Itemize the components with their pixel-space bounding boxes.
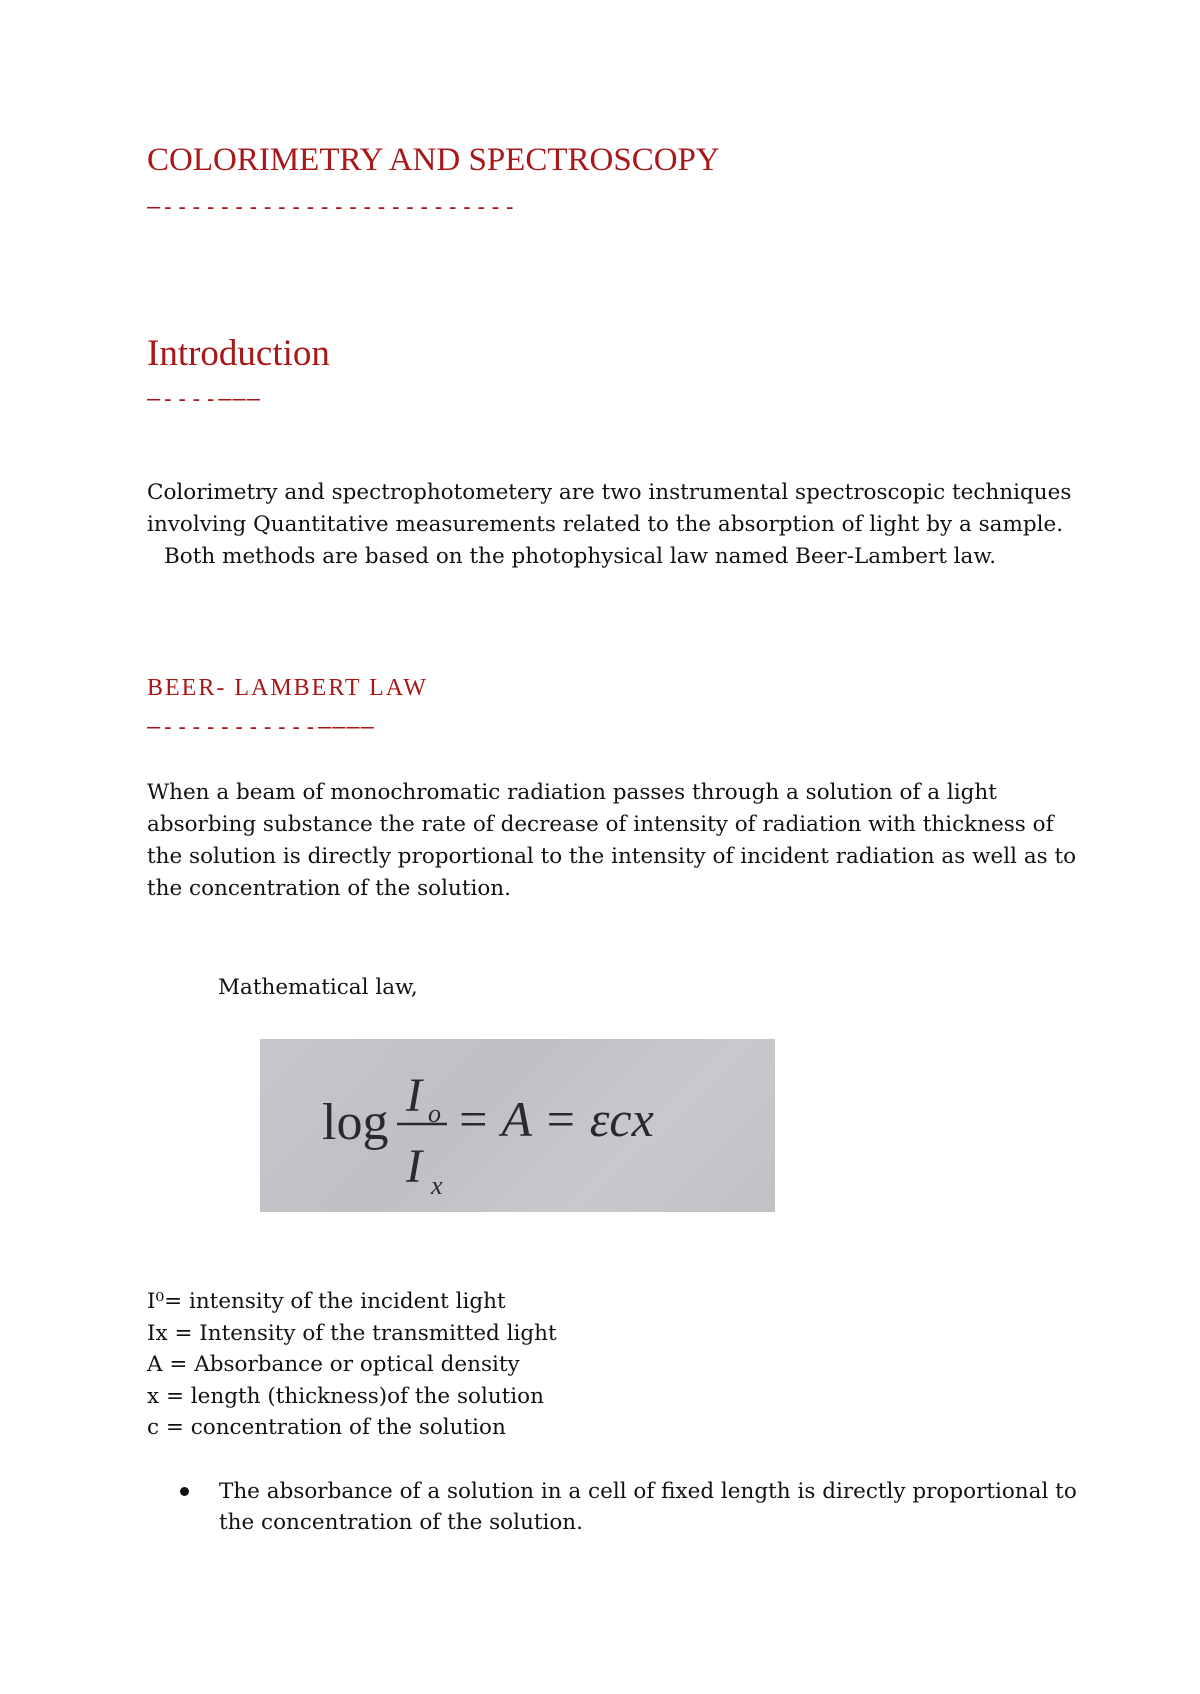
- definition-item: Ix = Intensity of the transmitted light: [147, 1320, 557, 1346]
- introduction-underline: —----———: [147, 387, 261, 412]
- introduction-line: Both methods are based on the photophysical law named Beer-Lambert law.: [164, 544, 997, 569]
- introduction-paragraph: [147, 477, 1077, 573]
- bullet-text: [219, 1476, 1077, 1538]
- bullet-icon: [180, 1487, 189, 1496]
- variable-definitions: [147, 1286, 557, 1444]
- beer-lambert-line: the solution is directly proportional to the intensity of incident radiation as well as to: [147, 844, 1077, 869]
- formula-numerator-subscript: o: [428, 1099, 441, 1128]
- beer-lambert-line: When a beam of monochromatic radiation passes through a solution of a light: [147, 780, 997, 805]
- formula-denominator-subscript: x: [431, 1171, 443, 1200]
- definition-item: c = concentration of the solution: [147, 1415, 506, 1440]
- formula-rhs: = A = εcx: [456, 1091, 654, 1147]
- document-title: COLORIMETRY AND SPECTROSCOPY: [147, 142, 720, 178]
- beer-lambert-line: absorbing substance the rate of decrease of intensity of radiation with thickness of: [147, 812, 1054, 837]
- definition-item: I⁰= intensity of the incident light: [147, 1289, 506, 1314]
- beer-lambert-heading: BEER- LAMBERT LAW: [147, 675, 428, 701]
- formula-image: [260, 1039, 775, 1212]
- introduction-line: involving Quantitative measurements related to the absorption of light by a sample.: [147, 512, 1064, 537]
- formula-log: log: [322, 1094, 389, 1151]
- math-label: Mathematical law,: [218, 975, 418, 1000]
- formula-numerator: I: [406, 1069, 422, 1122]
- definition-item: A = Absorbance or optical density: [147, 1352, 520, 1377]
- beer-lambert-underline: —-----------————: [147, 715, 375, 740]
- beer-lambert-line: the concentration of the solution.: [147, 876, 511, 901]
- title-underline: —-------------------------: [147, 195, 518, 220]
- formula-denominator: I: [406, 1140, 422, 1193]
- bullet-line: the concentration of the solution.: [219, 1510, 583, 1535]
- introduction-line: Colorimetry and spectrophotometery are two instrumental spectroscopic techniques: [147, 480, 1072, 505]
- introduction-heading: Introduction: [147, 333, 330, 374]
- definition-item: x = length (thickness)of the solution: [147, 1383, 544, 1409]
- beer-lambert-paragraph: [147, 777, 1077, 905]
- bullet-line: The absorbance of a solution in a cell of fixed length is directly proportional to: [219, 1479, 1077, 1504]
